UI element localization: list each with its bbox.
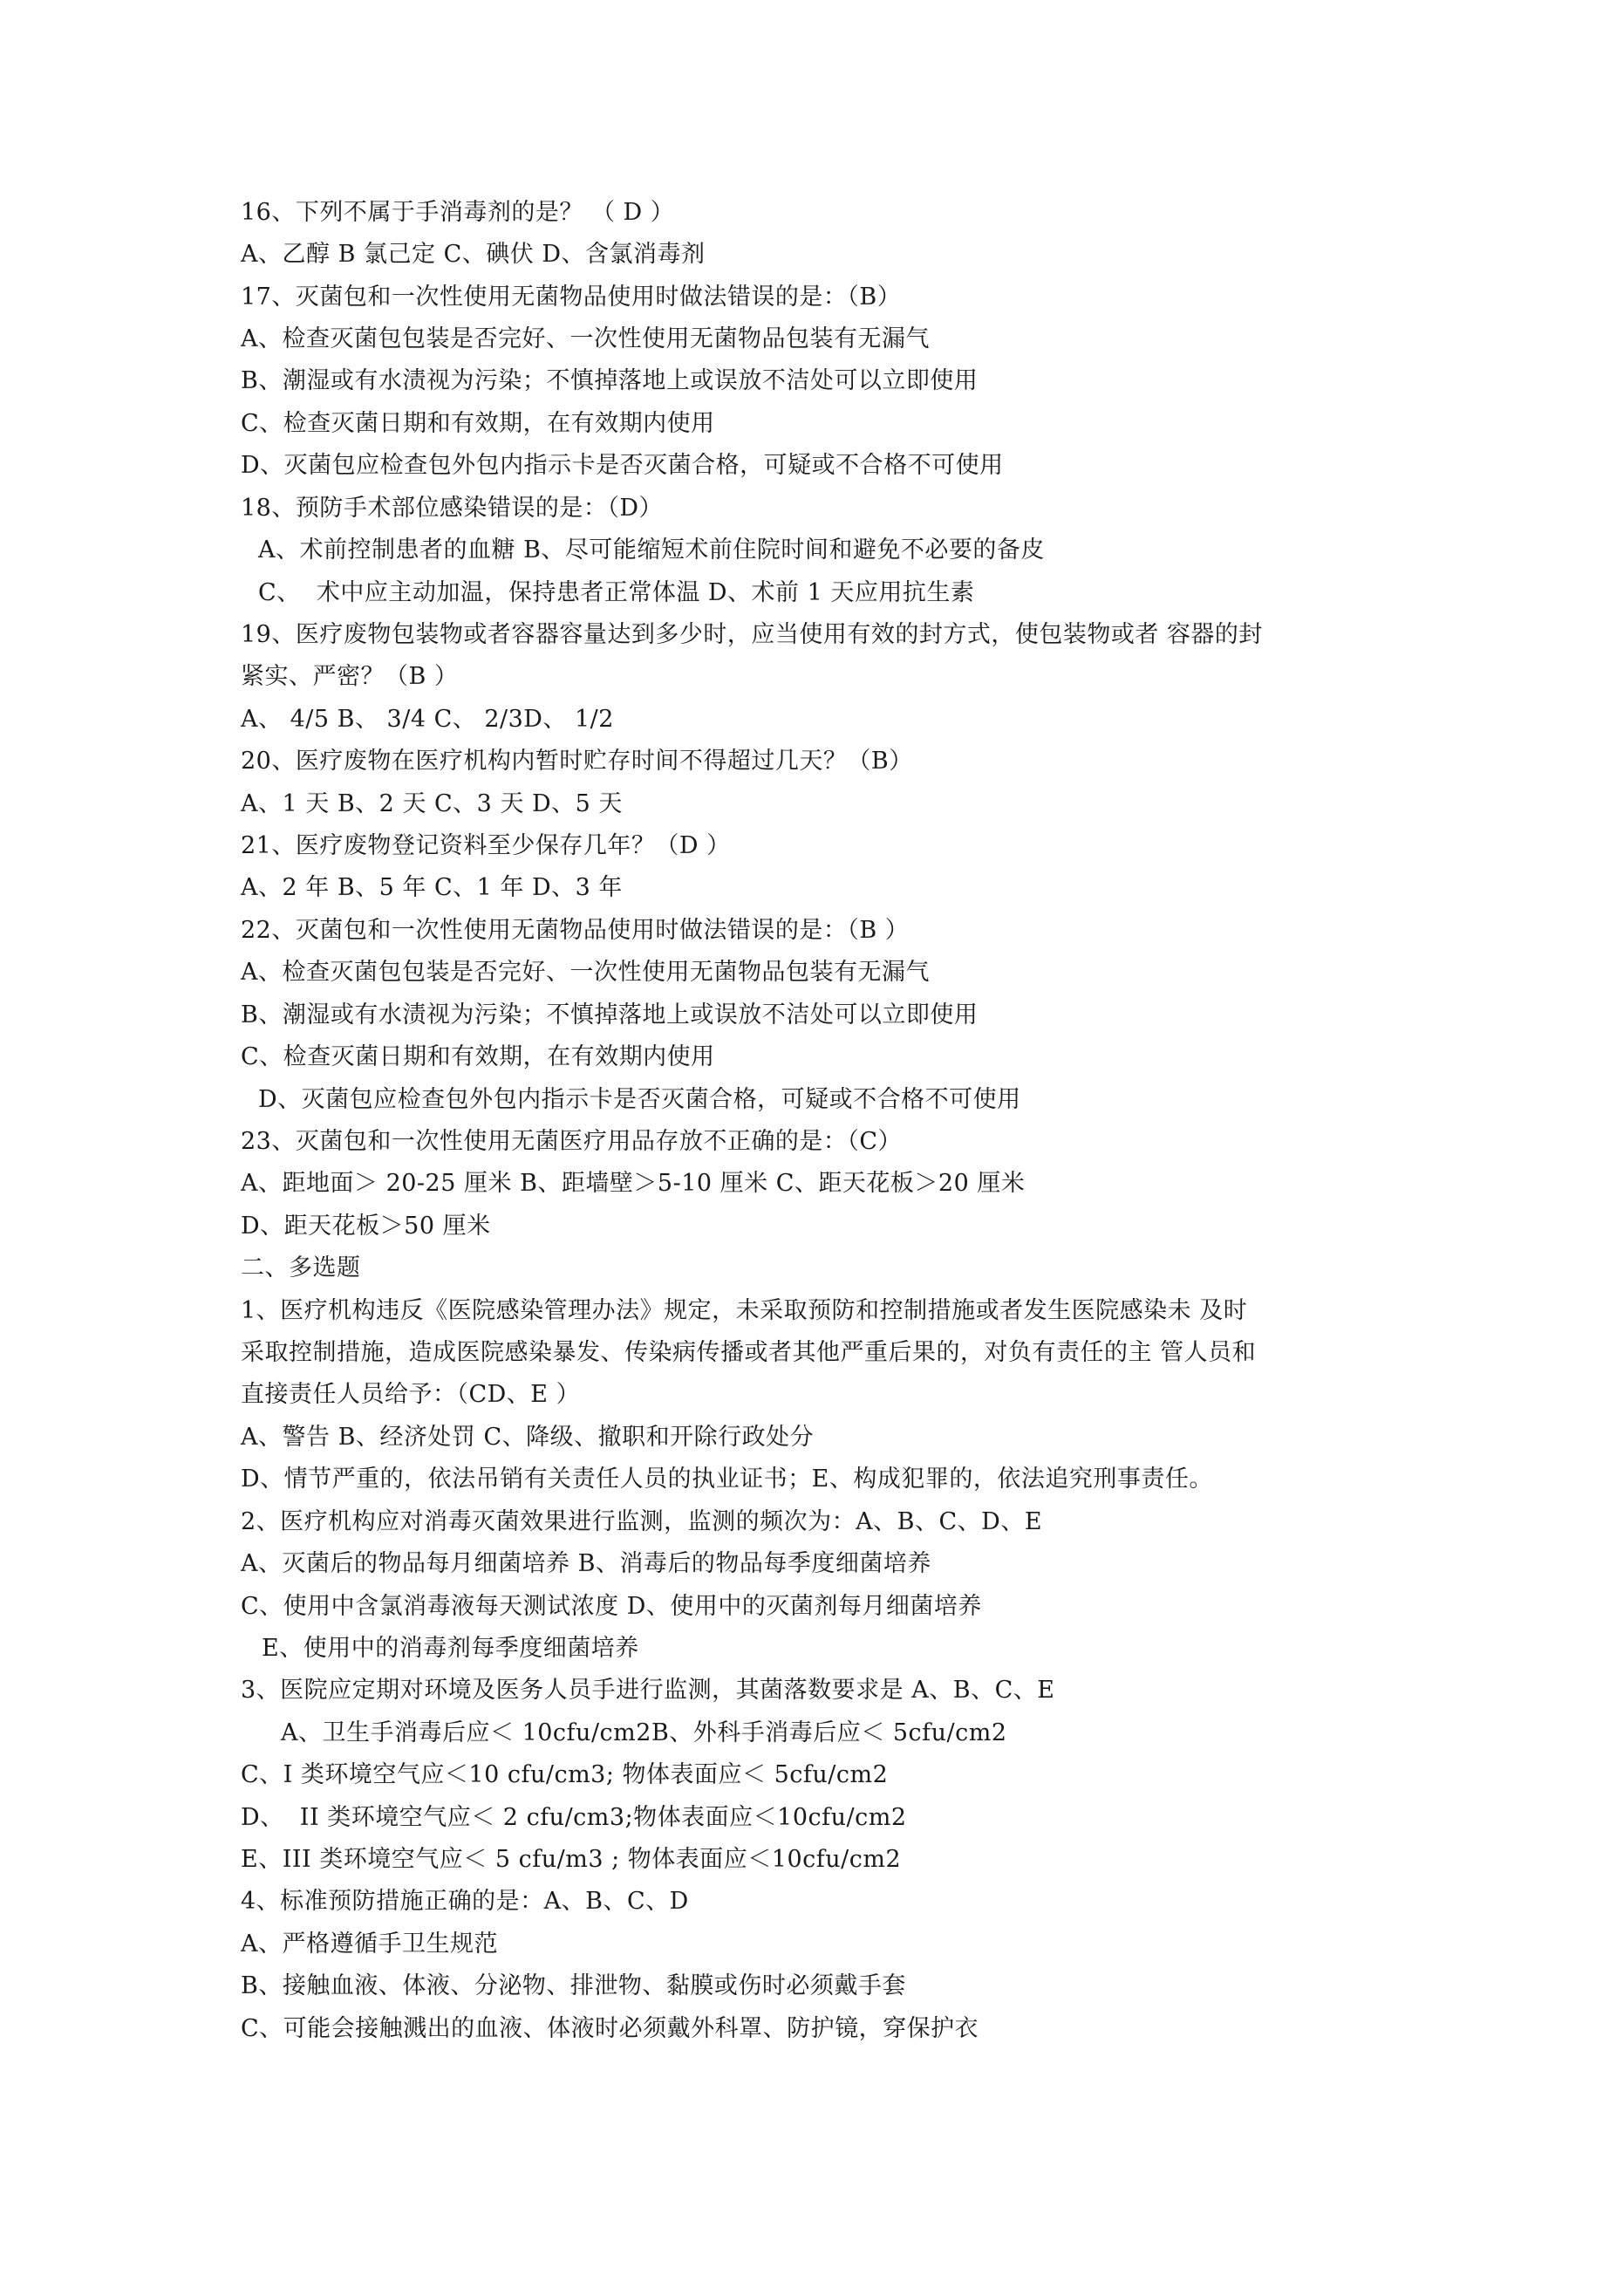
mc-question-4: 4、标准预防措施正确的是：A、B、C、D xyxy=(241,1888,689,1915)
mc-question-3-options-ab: A、卫生手消毒后应＜ 10cfu/cm2B、外科手消毒后应＜ 5cfu/cm2 xyxy=(281,1719,1007,1746)
mc-question-1-options-de: D、情节严重的，依法吊销有关责任人员的执业证书；E、构成犯罪的，依法追究刑事责任。 xyxy=(241,1466,1213,1493)
question-21-options: A、2 年 B、5 年 C、1 年 D、3 年 xyxy=(241,874,623,901)
mc-question-2: 2、医疗机构应对消毒灭菌效果进行监测，监测的频次为：A、B、C、D、E xyxy=(241,1508,1043,1535)
question-22: 22、灭菌包和一次性使用无菌物品使用时做法错误的是：（B ） xyxy=(241,917,910,944)
mc-question-1-options-abc: A、警告 B、经济处罚 C、降级、撤职和开除行政处分 xyxy=(241,1424,815,1451)
question-17-option-c: C、检查灭菌日期和有效期，在有效期内使用 xyxy=(241,410,715,437)
mc-question-2-options-cd: C、使用中含氯消毒液每天测试浓度 D、使用中的灭菌剂每月细菌培养 xyxy=(241,1593,982,1620)
question-22-option-c: C、检查灭菌日期和有效期，在有效期内使用 xyxy=(241,1043,715,1070)
question-17-option-a: A、检查灭菌包包装是否完好、一次性使用无菌物品包装有无漏气 xyxy=(241,325,930,352)
question-16-options: A、乙醇 B 氯己定 C、碘伏 D、含氯消毒剂 xyxy=(241,241,706,268)
question-17-option-d: D、灭菌包应检查包外包内指示卡是否灭菌合格，可疑或不合格不可使用 xyxy=(241,452,1004,479)
question-22-option-b: B、潮湿或有水渍视为污染；不慎掉落地上或误放不洁处可以立即使用 xyxy=(241,1001,979,1028)
mc-question-1-cont-1: 采取控制措施，造成医院感染暴发、传染病传播或者其他严重后果的，对负有责任的主 管人员和 xyxy=(241,1339,1257,1366)
mc-question-4-option-c: C、可能会接触溅出的血液、体液时必须戴外科罩、防护镜，穿保护衣 xyxy=(241,2015,979,2042)
mc-question-3-option-c: C、I 类环境空气应＜10 cfu/cm3; 物体表面应＜ 5cfu/cm2 xyxy=(241,1761,889,1788)
question-22-option-d: D、灭菌包应检查包外包内指示卡是否灭菌合格，可疑或不合格不可使用 xyxy=(258,1086,1021,1113)
question-23-option-d: D、距天花板＞50 厘米 xyxy=(241,1213,491,1240)
mc-question-3-option-e: E、III 类环境空气应＜ 5 cfu/m3 ; 物体表面应＜10cfu/cm2 xyxy=(241,1846,902,1873)
mc-question-3-option-d: D、 II 类环境空气应＜ 2 cfu/cm3;物体表面应＜10cfu/cm2 xyxy=(241,1804,907,1831)
question-18: 18、预防手术部位感染错误的是：（D） xyxy=(241,495,664,522)
question-19: 19、医疗废物包装物或者容器容量达到多少时，应当使用有效的封方式，使包装物或者 容器的封 xyxy=(241,621,1263,648)
question-17-option-b: B、潮湿或有水渍视为污染；不慎掉落地上或误放不洁处可以立即使用 xyxy=(241,367,979,394)
question-18-options-cd: C、 术中应主动加温，保持患者正常体温 D、术前 1 天应用抗生素 xyxy=(258,579,975,606)
question-18-options-ab: A、术前控制患者的血糖 B、尽可能缩短术前住院时间和避免不必要的备皮 xyxy=(258,536,1045,564)
question-23-options-abc: A、距地面＞ 20-25 厘米 B、距墙壁＞5-10 厘米 C、距天花板＞20 厘米 xyxy=(241,1170,1026,1197)
question-19-options: A、 4/5 B、 3/4 C、 2/3D、 1/2 xyxy=(241,706,614,733)
question-22-option-a: A、检查灭菌包包装是否完好、一次性使用无菌物品包装有无漏气 xyxy=(241,959,930,986)
question-17: 17、灭菌包和一次性使用无菌物品使用时做法错误的是：（B） xyxy=(241,284,902,311)
section-heading-multiple-choice: 二、多选题 xyxy=(241,1254,361,1281)
mc-question-4-option-a: A、严格遵循手卫生规范 xyxy=(241,1930,498,1958)
mc-question-4-option-b: B、接触血液、体液、分泌物、排泄物、黏膜或伤时必须戴手套 xyxy=(241,1972,906,1999)
mc-question-2-option-e: E、使用中的消毒剂每季度细菌培养 xyxy=(262,1635,639,1662)
mc-question-1-cont-2: 直接责任人员给予：（CD、E ） xyxy=(241,1381,581,1408)
mc-question-1: 1、医疗机构违反《医院感染管理办法》规定，未采取预防和控制措施或者发生医院感染未 及时 xyxy=(241,1297,1248,1324)
mc-question-2-options-ab: A、灭菌后的物品每月细菌培养 B、消毒后的物品每季度细菌培养 xyxy=(241,1550,931,1577)
question-23: 23、灭菌包和一次性使用无菌医疗用品存放不正确的是：（C） xyxy=(241,1128,903,1155)
question-16: 16、下列不属于手消毒剂的是？ （ D ） xyxy=(241,199,675,226)
question-21: 21、医疗废物登记资料至少保存几年？（D ） xyxy=(241,832,731,859)
question-20-options: A、1 天 B、2 天 C、3 天 D、5 天 xyxy=(241,790,623,817)
mc-question-3: 3、医院应定期对环境及医务人员手进行监测，其菌落数要求是 A、B、C、E xyxy=(241,1677,1055,1704)
question-20: 20、医疗废物在医疗机构内暂时贮存时间不得超过几天？（B） xyxy=(241,748,913,775)
question-19-cont: 紧实、严密？（B ） xyxy=(241,663,459,690)
